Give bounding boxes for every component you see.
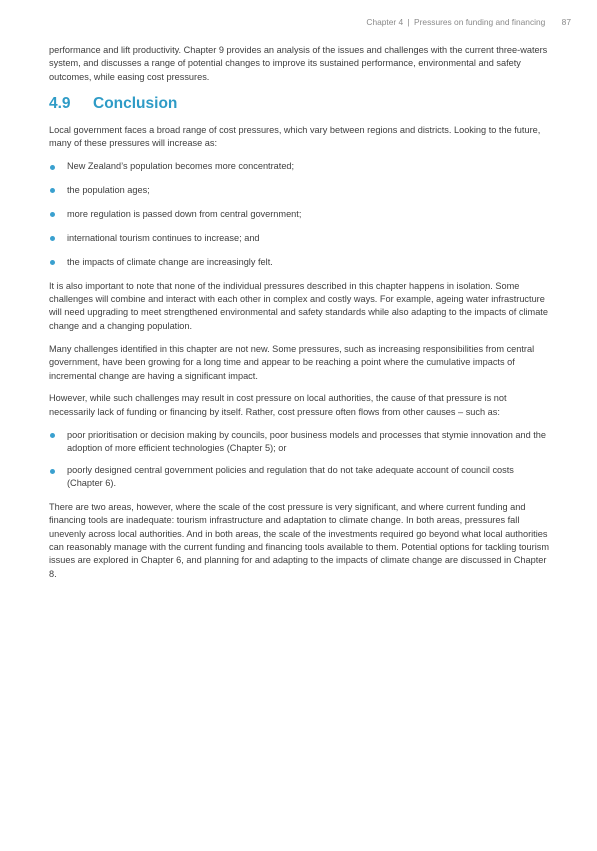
header-separator: | (407, 17, 410, 27)
conclusion-paragraph-1: Local government faces a broad range of cost pressures, which vary between regions and districts. Looking to the future, many of these pressures will increase as: (49, 124, 541, 149)
pressures-bullet-list (49, 160, 549, 269)
intro-paragraph: performance and lift productivity. Chapter 9 provides an analysis of the issues and challenges with the current three-waters system, and discusses a range of potential changes to improve its sustained performance, environmental and safety outcomes, while easing cost pressures. (49, 45, 548, 82)
list-item-text: poor prioritisation or decision making by councils, poor business models and processes that stymie innovation and the adoption of more efficient technologies (Chapter 5); or (67, 429, 547, 454)
list-item (49, 464, 549, 491)
header-chapter: Chapter 4 (366, 17, 404, 27)
list-item-text: international tourism continues to increase; and (67, 232, 260, 243)
causes-bullet-list (49, 429, 549, 491)
list-item-text: poorly designed central government policies and regulation that do not take adequate account of council costs (Chapter 6). (67, 465, 514, 489)
bullet-icon (50, 188, 55, 193)
list-item (49, 160, 549, 173)
list-item-text: more regulation is passed down from central government; (67, 208, 302, 219)
header-chapter-title: Pressures on funding and financing (414, 17, 546, 27)
bullet-icon (50, 433, 55, 438)
list-item (49, 184, 549, 197)
conclusion-paragraph-2: It is also important to note that none of the individual pressures described in this chapter happens in isolation. Some challenges will combine and interact with each other in complex and costly ways. For example, ageing water infrastructure will need upgrading to meet strengthened environmental and safety standards while also adapting to the impacts of climate change and a changing population. (49, 280, 548, 331)
list-item (49, 429, 549, 456)
conclusion-paragraph-3: Many challenges identified in this chapter are not new. Some pressures, such as increasing responsibilities from central government, have been growing for a long time and appear to be reaching a point where the cumulative impacts of incremental change are having a significant impact. (49, 343, 535, 381)
bullet-icon (50, 469, 55, 474)
section-title: Conclusion (93, 94, 178, 112)
running-header (366, 17, 571, 27)
list-item-text: the population ages; (67, 184, 150, 195)
list-item (49, 256, 549, 269)
conclusion-paragraph-5: There are two areas, however, where the scale of the cost pressure is very significant, and where current funding and financing tools are inadequate: tourism infrastructure and adaptation to climate change. In both areas, pressures fall unevenly across local authorities. And in both areas, the scale of the investments required go beyond what local authorities can reasonably manage with the current funding and financing tools available to them. Potential options for tackling tourism issues are explored in Chapter 6, and planning for and adapting to the impacts of climate change are discussed in Chapter 8. (49, 501, 549, 579)
page-number: 87 (561, 17, 571, 27)
conclusion-paragraph-4: However, while such challenges may result in cost pressure on local authorities, the cause of that pressure is not necessarily lack of funding or financing by itself. Rather, cost pressure often flows from other causes – such as: (49, 393, 507, 417)
bullet-icon (50, 260, 55, 265)
bullet-icon (50, 165, 55, 170)
page-content (49, 44, 549, 591)
list-item (49, 208, 549, 221)
list-item-text: New Zealand’s population becomes more concentrated; (67, 161, 295, 172)
section-number: 4.9 (49, 94, 71, 112)
list-item-text: the impacts of climate change are increasingly felt. (67, 256, 273, 267)
list-item (49, 232, 549, 245)
bullet-icon (50, 236, 55, 241)
section-heading (49, 94, 549, 114)
bullet-icon (50, 212, 55, 217)
